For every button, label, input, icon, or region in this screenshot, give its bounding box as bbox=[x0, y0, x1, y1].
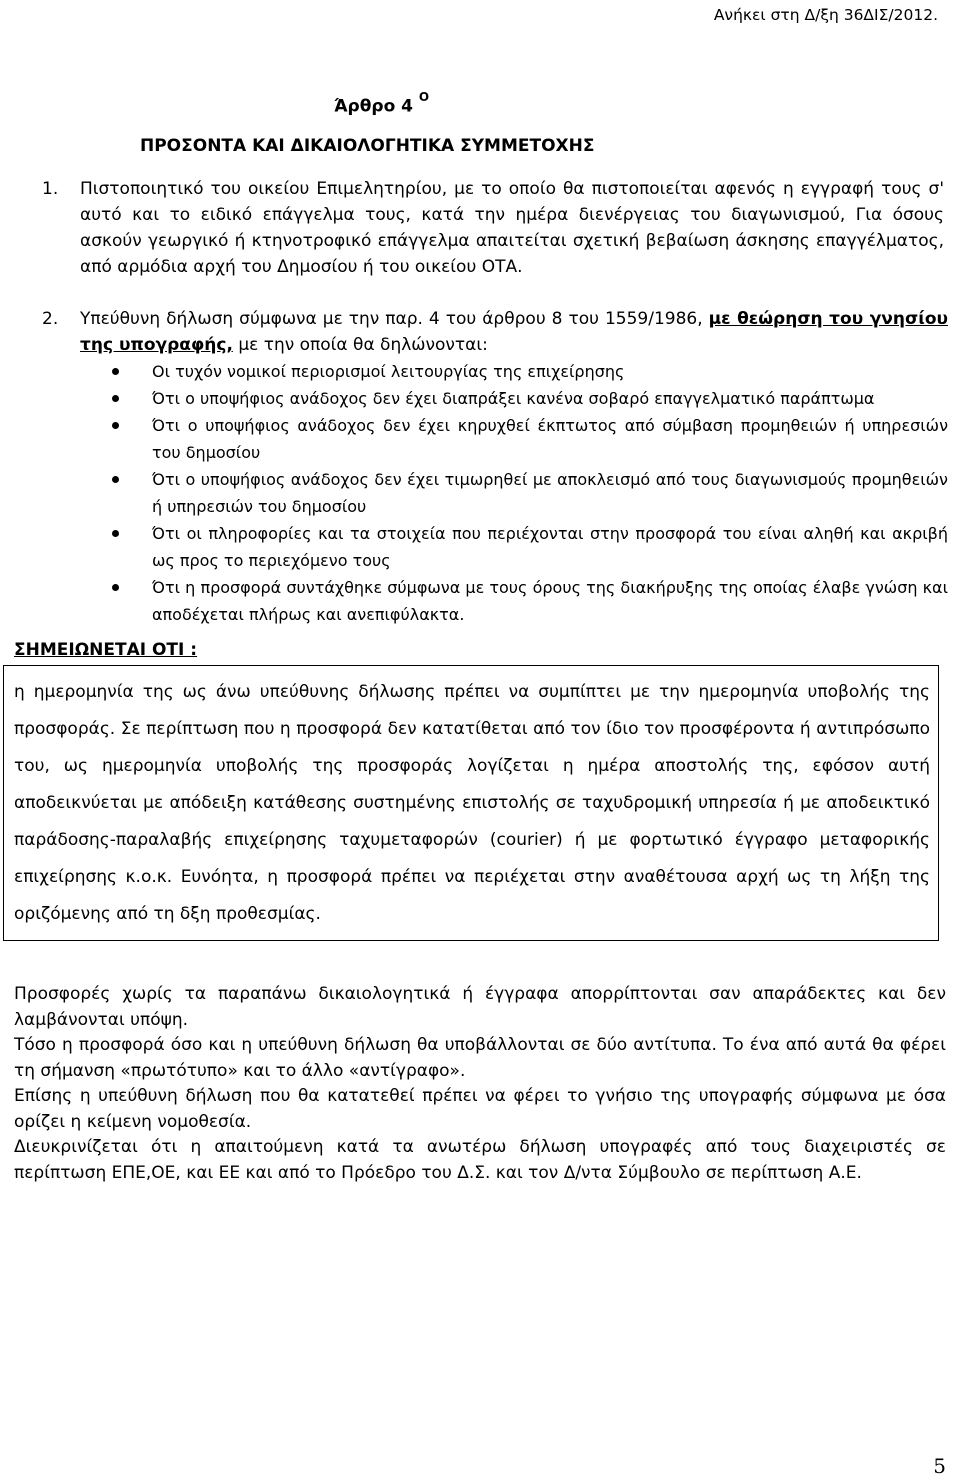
closing-paragraph: Επίσης η υπεύθυνη δήλωση που θα κατατεθεί πρέπει να φέρει το γνήσιο της υπογραφής σύμφωνα με όσα ορίζει η κείμενη νομοθεσία. bbox=[14, 1086, 946, 1132]
article-title-text: Άρθρο 4 bbox=[334, 96, 413, 117]
declaration-bullet-list bbox=[112, 358, 948, 628]
list-item bbox=[112, 466, 948, 520]
article-subtitle: ΠΡΟΣΟΝΤΑ ΚΑΙ ΔΙΚΑΙΟΛΟΓΗΤΙΚΑ ΣΥΜΜΕΤΟΧΗΣ bbox=[140, 136, 595, 156]
bullet-icon bbox=[112, 368, 119, 375]
bullet-icon bbox=[112, 584, 119, 591]
closing-paragraph: Προσφορές χωρίς τα παραπάνω δικαιολογητικά ή έγγραφα απορρίπτονται σαν απαράδεκτες και δεν λαμβάνονται υπόψη. bbox=[14, 984, 946, 1030]
list-item-text: Ότι οι πληροφορίες και τα στοιχεία που περιέχονται στην προσφορά του είναι αληθή και ακριβή ως προς το περιεχόμενο τους bbox=[152, 524, 948, 570]
requirement-item-2 bbox=[42, 306, 948, 358]
list-item-text: Ότι η προσφορά συντάχθηκε σύμφωνα με τους όρους της διακήρυξης της οποίας έλαβε γνώση και αποδέχεται πλήρως και ανεπιφύλακτα. bbox=[152, 578, 948, 624]
closing-paragraph: Διευκρινίζεται ότι η απαιτούμενη κατά τα ανωτέρω δήλωση υπογραφές από τους διαχειριστές σε περίπτωση ΕΠΕ,ΟΕ, και ΕΕ και από το Πρόεδρο του Δ.Σ. και τον Δ/ντα Σύμβουλο σε περίπτωση Α.Ε. bbox=[14, 1137, 946, 1183]
item-text: Πιστοποιητικό του οικείου Επιμελητηρίου, με το οποίο θα πιστοποιείται αφενός η εγγραφή τους σ' αυτό και το ειδικό επάγγελμα τους, κατά την ημέρα διενέργειας του διαγωνισμού, Για όσους ασκούν γεωργικό ή κτηνοτροφικό επάγγελμα απαιτείται σχετική βεβαίωση άσκησης επαγγέλματος, από αρμόδια αρχή του Δημοσίου ή του οικείου ΟΤΑ. bbox=[80, 179, 944, 277]
bullet-icon bbox=[112, 395, 119, 402]
item-number: 2. bbox=[42, 309, 59, 329]
list-item-text: Οι τυχόν νομικοί περιορισμοί λειτουργίας της επιχείρησης bbox=[152, 362, 625, 381]
list-item bbox=[112, 358, 948, 385]
bullet-icon bbox=[112, 422, 119, 429]
article-title bbox=[334, 90, 430, 117]
item-number: 1. bbox=[42, 179, 59, 199]
closing-paragraph: Τόσο η προσφορά όσο και η υπεύθυνη δήλωση θα υποβάλλονται σε δύο αντίτυπα. Το ένα από αυτά θα φέρει τη σήμανση «πρωτότυπο» και το άλλο «αντίγραφο». bbox=[14, 1035, 946, 1081]
list-item-text: Ότι ο υποψήφιος ανάδοχος δεν έχει τιμωρηθεί με αποκλεισμό από τους διαγωνισμούς προμηθειών ή υπηρεσιών του δημοσίου bbox=[152, 470, 948, 516]
closing-paragraphs bbox=[14, 982, 946, 1186]
requirement-item-1 bbox=[42, 176, 944, 280]
item-text-before: Υπεύθυνη δήλωση σύμφωνα με την παρ. 4 του άρθρου 8 του 1559/1986, bbox=[80, 309, 703, 329]
list-item-text: Ότι ο υποψήφιος ανάδοχος δεν έχει διαπράξει κανένα σοβαρό επαγγελματικό παράπτωμα bbox=[152, 389, 875, 408]
bullet-icon bbox=[112, 530, 119, 537]
page-number: 5 bbox=[933, 1454, 946, 1478]
item-text bbox=[42, 306, 948, 358]
bullet-icon bbox=[112, 476, 119, 483]
item-text-after: με την οποία θα δηλώνονται: bbox=[238, 335, 488, 355]
list-item-text: Ότι ο υποψήφιος ανάδοχος δεν έχει κηρυχθεί έκπτωτος από σύμβαση προμηθειών ή υπηρεσιών του δημοσίου bbox=[152, 416, 948, 462]
note-text: η ημερομηνία της ως άνω υπεύθυνης δήλωσης πρέπει να συμπίπτει με την ημερομηνία υποβολής της προσφοράς. Σε περίπτωση που η προσφορά δεν κατατίθεται από τον ίδιο τον προσφέροντα ή αντιπρόσωπο του, ως ημερομηνία υποβολής της προσφοράς λογίζεται η ημέρα αποστολής της, εφόσον αυτή αποδεικνύεται με απόδειξη κατάθεσης συστημένης επιστολής σε ταχυδρομική υπηρεσία ή με αποδεικτικό παράδοσης-παραλαβής επιχείρησης ταχυμεταφορών (courier) ή με φορτωτικό έγγραφο μεταφορικής επιχείρησης κ.ο.κ. Ευνόητα, η προσφορά πρέπει να περιέχεται στην αναθέτουσα αρχή ως τη λήξη της οριζόμενης από τη δξη προθεσμίας. bbox=[14, 682, 930, 924]
list-item bbox=[112, 520, 948, 574]
item-text-emphasis: με θεώρηση του γνησίου της υπογραφής, bbox=[80, 309, 948, 355]
list-item bbox=[112, 385, 948, 412]
note-box bbox=[3, 665, 939, 941]
list-item bbox=[112, 574, 948, 628]
article-title-superscript: Ο bbox=[418, 90, 430, 104]
document-reference-note: Ανήκει στη Δ/ξη 36ΔΙΣ/2012. bbox=[713, 6, 938, 24]
list-item bbox=[112, 412, 948, 466]
note-label: ΣΗΜΕΙΩΝΕΤΑΙ ΟΤΙ : bbox=[14, 640, 198, 660]
